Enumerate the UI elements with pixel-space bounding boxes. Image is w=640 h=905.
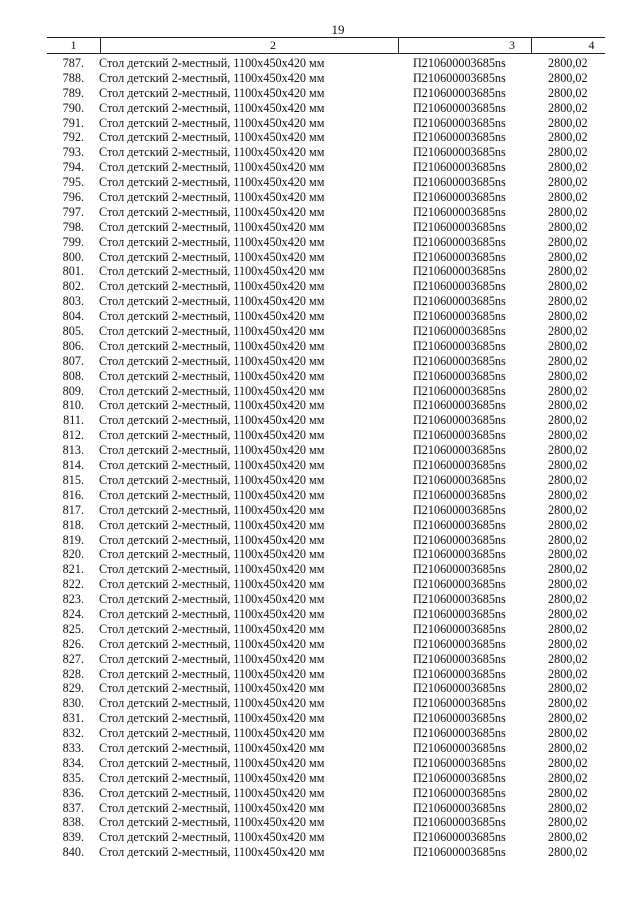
item-description: Стол детский 2-местный, 1100x450x420 мм — [99, 56, 325, 70]
row-number: 791. — [62, 115, 84, 130]
item-code: П210600003685ns — [413, 353, 506, 368]
item-code: П210600003685ns — [413, 487, 506, 502]
table-row — [0, 488, 640, 503]
item-code: П210600003685ns — [413, 279, 506, 294]
row-number: 809. — [62, 383, 84, 398]
item-price: 2800,02 — [548, 785, 588, 800]
item-code: П210600003685ns — [413, 309, 506, 324]
row-number: 818. — [62, 517, 84, 532]
item-description: Стол детский 2-местный, 1100x450x420 мм — [99, 711, 325, 726]
item-description: Стол детский 2-местный, 1100x450x420 мм — [99, 383, 325, 398]
item-description: Стол детский 2-местный, 1100x450x420 мм — [99, 309, 325, 324]
table-row — [0, 830, 640, 845]
item-code: П210600003685ns — [413, 726, 506, 741]
row-number: 835. — [62, 770, 84, 785]
item-description: Стол детский 2-местный, 1100x450x420 мм — [99, 502, 325, 517]
item-price: 2800,02 — [548, 353, 588, 368]
row-number: 816. — [62, 487, 84, 502]
item-code: П210600003685ns — [413, 800, 506, 815]
item-description: Стол детский 2-местный, 1100x450x420 мм — [99, 294, 325, 309]
item-description: Стол детский 2-местный, 1100x450x420 мм — [99, 115, 325, 130]
item-price: 2800,02 — [548, 85, 588, 100]
table-row — [0, 56, 640, 71]
row-number: 808. — [62, 368, 84, 383]
table-row — [0, 398, 640, 413]
item-description: Стол детский 2-местный, 1100x450x420 мм — [99, 547, 325, 562]
item-price: 2800,02 — [548, 130, 588, 145]
table-row — [0, 443, 640, 458]
item-price: 2800,02 — [548, 145, 588, 160]
table-row — [0, 116, 640, 131]
item-price: 2800,02 — [548, 279, 588, 294]
item-code: П210600003685ns — [413, 264, 506, 279]
item-code: П210600003685ns — [413, 324, 506, 339]
item-code: П210600003685ns — [413, 815, 506, 830]
table-row — [0, 533, 640, 548]
row-number: 803. — [62, 294, 84, 309]
item-code: П210600003685ns — [413, 458, 506, 473]
item-code: П210600003685ns — [413, 502, 506, 517]
item-price: 2800,02 — [548, 219, 588, 234]
row-number: 820. — [62, 547, 84, 562]
item-description: Стол детский 2-местный, 1100x450x420 мм — [99, 338, 325, 353]
item-description: Стол детский 2-местный, 1100x450x420 мм — [99, 219, 325, 234]
table-row — [0, 741, 640, 756]
item-description: Стол детский 2-местный, 1100x450x420 мм — [99, 800, 325, 815]
item-description: Стол детский 2-местный, 1100x450x420 мм — [99, 651, 325, 666]
header-col-4: 4 — [588, 38, 595, 52]
table-row — [0, 696, 640, 711]
row-number: 814. — [62, 458, 84, 473]
table-row — [0, 726, 640, 741]
table-row — [0, 577, 640, 592]
item-description: Стол детский 2-местный, 1100x450x420 мм — [99, 145, 325, 160]
item-description: Стол детский 2-местный, 1100x450x420 мм — [99, 264, 325, 279]
item-code: П210600003685ns — [413, 636, 506, 651]
item-price: 2800,02 — [548, 443, 588, 458]
item-description: Стол детский 2-местный, 1100x450x420 мм — [99, 532, 325, 547]
row-number: 811. — [63, 413, 84, 428]
item-code: П210600003685ns — [413, 517, 506, 532]
table-row — [0, 681, 640, 696]
row-number: 831. — [62, 711, 84, 726]
item-code: П210600003685ns — [413, 696, 506, 711]
item-description: Стол детский 2-местный, 1100x450x420 мм — [99, 830, 325, 845]
item-code: П210600003685ns — [413, 56, 506, 70]
item-price: 2800,02 — [548, 726, 588, 741]
row-number: 796. — [62, 190, 84, 205]
item-description: Стол детский 2-местный, 1100x450x420 мм — [99, 770, 325, 785]
item-price: 2800,02 — [548, 175, 588, 190]
item-price: 2800,02 — [548, 70, 588, 85]
item-code: П210600003685ns — [413, 145, 506, 160]
item-description: Стол детский 2-местный, 1100x450x420 мм — [99, 726, 325, 741]
item-code: П210600003685ns — [413, 443, 506, 458]
item-code: П210600003685ns — [413, 70, 506, 85]
item-code: П210600003685ns — [413, 190, 506, 205]
table-row — [0, 637, 640, 652]
item-price: 2800,02 — [548, 338, 588, 353]
row-number: 795. — [62, 175, 84, 190]
item-code: П210600003685ns — [413, 160, 506, 175]
item-description: Стол детский 2-местный, 1100x450x420 мм — [99, 681, 325, 696]
item-description: Стол детский 2-местный, 1100x450x420 мм — [99, 517, 325, 532]
item-price: 2800,02 — [548, 368, 588, 383]
column-divider — [531, 38, 532, 53]
item-description: Стол детский 2-местный, 1100x450x420 мм — [99, 666, 325, 681]
item-description: Стол детский 2-местный, 1100x450x420 мм — [99, 175, 325, 190]
table-row — [0, 279, 640, 294]
item-price: 2800,02 — [548, 383, 588, 398]
item-code: П210600003685ns — [413, 621, 506, 636]
table-row — [0, 309, 640, 324]
item-price: 2800,02 — [548, 562, 588, 577]
item-description: Стол детский 2-местный, 1100x450x420 мм — [99, 443, 325, 458]
item-price: 2800,02 — [548, 309, 588, 324]
item-code: П210600003685ns — [413, 100, 506, 115]
item-price: 2800,02 — [548, 458, 588, 473]
item-description: Стол детский 2-местный, 1100x450x420 мм — [99, 755, 325, 770]
table-row — [0, 294, 640, 309]
item-code: П210600003685ns — [413, 428, 506, 443]
row-number: 821. — [62, 562, 84, 577]
item-description: Стол детский 2-местный, 1100x450x420 мм — [99, 398, 325, 413]
row-number: 792. — [62, 130, 84, 145]
item-code: П210600003685ns — [413, 338, 506, 353]
table-row — [0, 473, 640, 488]
item-code: П210600003685ns — [413, 234, 506, 249]
table-row — [0, 667, 640, 682]
table-row — [0, 592, 640, 607]
table-row — [0, 324, 640, 339]
item-description: Стол детский 2-местный, 1100x450x420 мм — [99, 353, 325, 368]
item-price: 2800,02 — [548, 487, 588, 502]
item-code: П210600003685ns — [413, 130, 506, 145]
item-price: 2800,02 — [548, 517, 588, 532]
row-number: 801. — [62, 264, 84, 279]
table-row — [0, 428, 640, 443]
table-row — [0, 622, 640, 637]
table-row — [0, 384, 640, 399]
item-description: Стол детский 2-местный, 1100x450x420 мм — [99, 324, 325, 339]
row-number: 817. — [62, 502, 84, 517]
item-code: П210600003685ns — [413, 204, 506, 219]
item-price: 2800,02 — [548, 815, 588, 830]
item-price: 2800,02 — [548, 234, 588, 249]
item-price: 2800,02 — [548, 711, 588, 726]
table-row — [0, 264, 640, 279]
item-description: Стол детский 2-местный, 1100x450x420 мм — [99, 368, 325, 383]
item-code: П210600003685ns — [413, 547, 506, 562]
item-code: П210600003685ns — [413, 398, 506, 413]
item-description: Стол детский 2-местный, 1100x450x420 мм — [99, 85, 325, 100]
item-price: 2800,02 — [548, 830, 588, 845]
table-row — [0, 130, 640, 145]
item-description: Стол детский 2-местный, 1100x450x420 мм — [99, 740, 325, 755]
row-number: 837. — [62, 800, 84, 815]
table-row — [0, 711, 640, 726]
item-description: Стол детский 2-местный, 1100x450x420 мм — [99, 472, 325, 487]
item-description: Стол детский 2-местный, 1100x450x420 мм — [99, 696, 325, 711]
table-row — [0, 175, 640, 190]
item-code: П210600003685ns — [413, 413, 506, 428]
item-price: 2800,02 — [548, 666, 588, 681]
item-code: П210600003685ns — [413, 651, 506, 666]
table-row — [0, 771, 640, 786]
table-row — [0, 145, 640, 160]
table-row — [0, 205, 640, 220]
row-number: 787. — [62, 56, 84, 70]
header-col-3: 3 — [509, 38, 515, 52]
table-row — [0, 339, 640, 354]
item-price: 2800,02 — [548, 190, 588, 205]
table-row — [0, 86, 640, 101]
item-description: Стол детский 2-местный, 1100x450x420 мм — [99, 413, 325, 428]
row-number: 836. — [62, 785, 84, 800]
row-number: 826. — [62, 636, 84, 651]
item-description: Стол детский 2-местный, 1100x450x420 мм — [99, 487, 325, 502]
table-row — [0, 562, 640, 577]
row-number: 839. — [62, 830, 84, 845]
item-code: П210600003685ns — [413, 249, 506, 264]
table-row — [0, 101, 640, 116]
item-price: 2800,02 — [548, 681, 588, 696]
table-row — [0, 235, 640, 250]
row-number: 798. — [62, 219, 84, 234]
item-price: 2800,02 — [548, 502, 588, 517]
item-code: П210600003685ns — [413, 770, 506, 785]
row-number: 793. — [62, 145, 84, 160]
table-row — [0, 652, 640, 667]
item-price: 2800,02 — [548, 606, 588, 621]
item-price: 2800,02 — [548, 100, 588, 115]
row-number: 810. — [62, 398, 84, 413]
item-code: П210600003685ns — [413, 785, 506, 800]
row-number: 833. — [62, 740, 84, 755]
item-description: Стол детский 2-местный, 1100x450x420 мм — [99, 815, 325, 830]
item-code: П210600003685ns — [413, 845, 506, 860]
item-price: 2800,02 — [548, 294, 588, 309]
item-price: 2800,02 — [548, 651, 588, 666]
item-code: П210600003685ns — [413, 606, 506, 621]
item-code: П210600003685ns — [413, 368, 506, 383]
item-code: П210600003685ns — [413, 592, 506, 607]
item-code: П210600003685ns — [413, 532, 506, 547]
row-number: 830. — [62, 696, 84, 711]
item-description: Стол детский 2-местный, 1100x450x420 мм — [99, 577, 325, 592]
table-row — [0, 190, 640, 205]
table-row — [0, 71, 640, 86]
item-price: 2800,02 — [548, 160, 588, 175]
item-description: Стол детский 2-местный, 1100x450x420 мм — [99, 845, 325, 860]
row-number: 806. — [62, 338, 84, 353]
table-row — [0, 607, 640, 622]
row-number: 813. — [62, 443, 84, 458]
table-row — [0, 786, 640, 801]
row-number: 828. — [62, 666, 84, 681]
table-row — [0, 503, 640, 518]
row-number: 824. — [62, 606, 84, 621]
item-price: 2800,02 — [548, 621, 588, 636]
row-number: 789. — [62, 85, 84, 100]
item-code: П210600003685ns — [413, 740, 506, 755]
item-description: Стол детский 2-местный, 1100x450x420 мм — [99, 100, 325, 115]
item-price: 2800,02 — [548, 770, 588, 785]
row-number: 832. — [62, 726, 84, 741]
table-row — [0, 369, 640, 384]
row-number: 788. — [62, 70, 84, 85]
item-description: Стол детский 2-местный, 1100x450x420 мм — [99, 785, 325, 800]
table-row — [0, 354, 640, 369]
item-description: Стол детский 2-местный, 1100x450x420 мм — [99, 562, 325, 577]
row-number: 800. — [62, 249, 84, 264]
row-number: 802. — [62, 279, 84, 294]
row-number: 838. — [62, 815, 84, 830]
item-price: 2800,02 — [548, 324, 588, 339]
item-code: П210600003685ns — [413, 472, 506, 487]
item-code: П210600003685ns — [413, 711, 506, 726]
item-price: 2800,02 — [548, 204, 588, 219]
item-price: 2800,02 — [548, 428, 588, 443]
item-description: Стол детский 2-местный, 1100x450x420 мм — [99, 606, 325, 621]
table-row — [0, 756, 640, 771]
table-row — [0, 518, 640, 533]
item-description: Стол детский 2-местный, 1100x450x420 мм — [99, 592, 325, 607]
item-description: Стол детский 2-местный, 1100x450x420 мм — [99, 160, 325, 175]
table-row — [0, 815, 640, 830]
item-price: 2800,02 — [548, 636, 588, 651]
row-number: 812. — [62, 428, 84, 443]
row-number: 829. — [62, 681, 84, 696]
column-divider — [398, 38, 399, 53]
item-price: 2800,02 — [548, 577, 588, 592]
item-description: Стол детский 2-местный, 1100x450x420 мм — [99, 70, 325, 85]
item-description: Стол детский 2-местный, 1100x450x420 мм — [99, 428, 325, 443]
item-description: Стол детский 2-местный, 1100x450x420 мм — [99, 249, 325, 264]
item-code: П210600003685ns — [413, 830, 506, 845]
table-row — [0, 220, 640, 235]
item-price: 2800,02 — [548, 249, 588, 264]
table-row — [0, 547, 640, 562]
item-price: 2800,02 — [548, 755, 588, 770]
row-number: 804. — [62, 309, 84, 324]
item-description: Стол детский 2-местный, 1100x450x420 мм — [99, 204, 325, 219]
table-body — [0, 56, 640, 860]
item-code: П210600003685ns — [413, 666, 506, 681]
item-description: Стол детский 2-местный, 1100x450x420 мм — [99, 130, 325, 145]
row-number: 794. — [62, 160, 84, 175]
item-price: 2800,02 — [548, 264, 588, 279]
table-row — [0, 413, 640, 428]
row-number: 823. — [62, 592, 84, 607]
row-number: 807. — [62, 353, 84, 368]
table-row — [0, 801, 640, 816]
item-description: Стол детский 2-местный, 1100x450x420 мм — [99, 621, 325, 636]
row-number: 799. — [62, 234, 84, 249]
row-number: 805. — [62, 324, 84, 339]
item-code: П210600003685ns — [413, 562, 506, 577]
item-code: П210600003685ns — [413, 85, 506, 100]
item-code: П210600003685ns — [413, 294, 506, 309]
item-code: П210600003685ns — [413, 681, 506, 696]
item-code: П210600003685ns — [413, 219, 506, 234]
table-header — [47, 37, 605, 54]
item-price: 2800,02 — [548, 547, 588, 562]
item-description: Стол детский 2-местный, 1100x450x420 мм — [99, 279, 325, 294]
row-number: 790. — [62, 100, 84, 115]
item-price: 2800,02 — [548, 592, 588, 607]
item-description: Стол детский 2-местный, 1100x450x420 мм — [99, 636, 325, 651]
item-price: 2800,02 — [548, 800, 588, 815]
table-row — [0, 250, 640, 265]
item-price: 2800,02 — [548, 115, 588, 130]
item-description: Стол детский 2-местный, 1100x450x420 мм — [99, 234, 325, 249]
item-price: 2800,02 — [548, 845, 588, 860]
item-code: П210600003685ns — [413, 115, 506, 130]
row-number: 834. — [62, 755, 84, 770]
page-number: 19 — [331, 22, 345, 37]
header-col-1: 1 — [70, 38, 77, 52]
row-number: 822. — [62, 577, 84, 592]
item-price: 2800,02 — [548, 398, 588, 413]
item-code: П210600003685ns — [413, 755, 506, 770]
row-number: 797. — [62, 204, 84, 219]
item-price: 2800,02 — [548, 472, 588, 487]
item-price: 2800,02 — [548, 696, 588, 711]
row-number: 825. — [62, 621, 84, 636]
row-number: 819. — [62, 532, 84, 547]
item-price: 2800,02 — [548, 413, 588, 428]
item-code: П210600003685ns — [413, 577, 506, 592]
item-code: П210600003685ns — [413, 175, 506, 190]
row-number: 840. — [62, 845, 84, 860]
table-row — [0, 458, 640, 473]
item-price: 2800,02 — [548, 532, 588, 547]
item-price: 2800,02 — [548, 740, 588, 755]
item-description: Стол детский 2-местный, 1100x450x420 мм — [99, 190, 325, 205]
row-number: 827. — [62, 651, 84, 666]
item-price: 2800,02 — [548, 56, 588, 70]
item-code: П210600003685ns — [413, 383, 506, 398]
table-row — [0, 160, 640, 175]
row-number: 815. — [62, 472, 84, 487]
table-row — [0, 845, 640, 860]
header-col-2: 2 — [270, 38, 276, 52]
item-description: Стол детский 2-местный, 1100x450x420 мм — [99, 458, 325, 473]
